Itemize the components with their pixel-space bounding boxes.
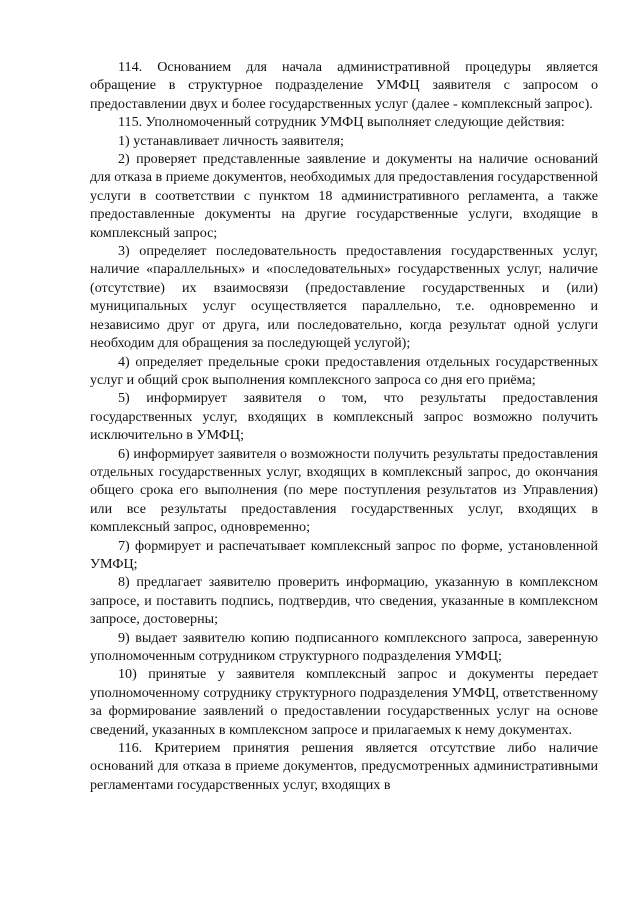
list-item-9: 9) выдает заявителю копию подписанного комплексного запроса, заверенную уполномоченным сотрудником структурного подразделения УМФЦ; xyxy=(90,629,598,664)
list-item-8: 8) предлагает заявителю проверить информацию, указанную в комплексном запросе, и поставить подпись, подтвердив, что сведения, указанные в комплексном запросе, достоверны; xyxy=(90,574,598,628)
list-item-6: 6) информирует заявителя о возможности получить результаты предоставления отдельных государственных услуг, входящих в комплексный запрос, до окончания общего срока его выполнения (по мере поступления результатов из Управления) или все результаты предоставления государственных услуг, входящих в комплексный запрос, одновременно; xyxy=(90,445,598,536)
list-item-3: 3) определяет последовательность предоставления государственных услуг, наличие «параллельных» и «последовательных» государственных услуг, наличие (отсутствие) их взаимосвязи (предоставление государственных и (или) муниципальных услуг осуществляется параллельно, т.е. одновременно и независимо друг от друга, или последовательно, когда результат одной услуги необходим для обращения за последующей услугой); xyxy=(90,243,598,352)
list-item-5: 5) информирует заявителя о том, что результаты предоставления государственных услуг, входящих в комплексный запрос возможно получить исключительно в УМФЦ; xyxy=(90,390,598,444)
list-item-4: 4) определяет предельные сроки предоставления отдельных государственных услуг и общий срок выполнения комплексного запроса со дня его приёма; xyxy=(90,353,598,388)
document-page xyxy=(90,58,598,794)
list-item-7: 7) формирует и распечатывает комплексный запрос по форме, установленной УМФЦ; xyxy=(90,537,598,572)
paragraph-115: 115. Уполномоченный сотрудник УМФЦ выполняет следующие действия: xyxy=(118,114,565,131)
list-item-10: 10) принятые у заявителя комплексный запрос и документы передает уполномоченному сотруднику структурного подразделения УМФЦ, ответственному за формирование заявлений о предоставлении государственных услуг на основе сведений, указанных в комплексном запросе и прилагаемых к нему документах. xyxy=(90,666,598,738)
paragraph-116: 116. Критерием принятия решения является отсутствие либо наличие оснований для отказа в приеме документов, предусмотренных административными регламентами государственных услуг, входящих в xyxy=(90,740,598,793)
list-item-2: 2) проверяет представленные заявление и документы на наличие оснований для отказа в приеме документов, необходимых для предоставления государственной услуги в соответствии с пунктом 18 административного регламента, а также предоставленные документы на другие государственные услуги, входящие в комплексный запрос; xyxy=(90,151,598,241)
list-item-1: 1) устанавливает личность заявителя; xyxy=(118,132,344,149)
paragraph-114: 114. Основанием для начала административной процедуры является обращение в структурное подразделение УМФЦ заявителя с запросом о предоставлении двух и более государственных услуг (далее - комплексный запрос). xyxy=(90,59,598,112)
